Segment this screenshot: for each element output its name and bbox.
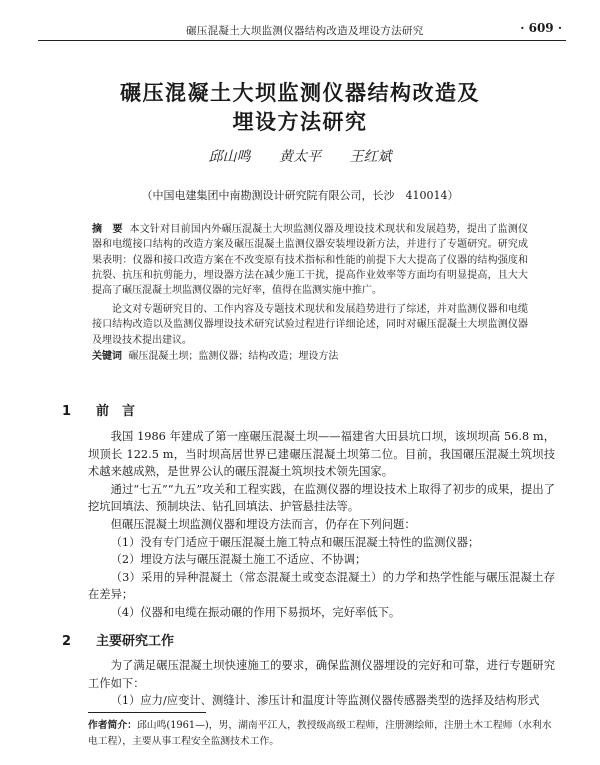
author-name: 王红斌 <box>349 149 392 165</box>
page-number: · 609 · <box>520 21 562 35</box>
body-paragraph: 为了满足碾压混凝土坝快速施工的要求，确保监测仪器埋设的完好和可靠，进行专题研究工作如下： <box>88 659 555 690</box>
footnote <box>88 718 556 750</box>
footnote-text: 邱山鸣(1961—)，男，湖南平江人，教授级高级工程师，注册测绘师，注册土木工程师（水利水电工程），主要从事工程安全监测技术工作。 <box>88 720 552 747</box>
abstract-paragraph-2: 论文对专题研究目的、工作内容及专题技术现状和发展趋势进行了综述，并对监测仪器和电缆接口结构改造以及监测仪器埋设技术研究试验过程进行详细论述，同时对碾压混凝土大坝监测仪器及埋设技术提出建议。 <box>92 304 528 346</box>
body-paragraph: 我国 1986 年建成了第一座碾压混凝土坝——福建省大田县坑口坝，该坝坝高 56.8 m，坝顶长 122.5 m，当时坝高居世界已建碾压混凝土坝第二位。目前，我国碾压混凝土筑坝技术越来越成熟，是世界公认的碾压混凝土筑坝技术领先国家。 <box>88 430 555 479</box>
author-list <box>0 146 600 166</box>
running-head-title: 碾压混凝土大坝监测仪器结构改造及埋设方法研究 <box>186 25 424 37</box>
section-heading <box>62 630 174 649</box>
section-title: 主要研究工作 <box>96 634 175 649</box>
author-name: 黄太平 <box>279 149 321 165</box>
list-item: （1）没有专门适应于碾压混凝土施工特点和碾压混凝土特性的监测仪器； <box>110 535 480 549</box>
footnote-label: 作者简介： <box>88 720 137 731</box>
section-heading <box>62 400 135 419</box>
section-2-body <box>88 657 555 710</box>
affiliation: （中国电建集团中南勘测设计研究院有限公司，长沙 410014） <box>141 189 459 202</box>
section-number: 1 <box>62 404 72 419</box>
abstract-text: 本文针对目前国内外碾压混凝土大坝监测仪器及埋设技术现状和发展趋势，提出了监测仪器和电缆接口结构的改造方案及碾压混凝土监测仪器安装埋设新方法，并进行了专题研究。研究成果表明：仪器和接口改造方案在不改变原有技术指标和性能的前提下大大提高了仪器的结构强度和抗裂、抗压和抗剪能力，埋设器方法在减少施工干扰，提高作业效率等方面均有明显提高，且大大提高了碾压混凝土坝监测仪器的完好率，值得在监测实施中推广。 <box>92 224 529 297</box>
body-paragraph: 通过“七五”“九五”攻关和工程实践，在监测仪器的埋设技术上取得了初步的成果，提出了挖坑回填法、预制块法、钻孔回填法、护管悬挂法等。 <box>88 482 555 514</box>
list-item: （2）埋设方法与碾压混凝土施工不适应、不协调； <box>110 553 367 567</box>
section-1-body <box>88 428 555 622</box>
keywords-label: 关键词 <box>92 351 122 362</box>
section-title: 前 言 <box>96 404 136 419</box>
list-item: （1）应力/应变计、测缝计、渗压计和温度计等监测仪器传感器类型的选择及结构形式 <box>110 694 540 708</box>
list-item: （3）采用的异种混凝土（常态混凝土或变态混凝土）的力学和热学性能与碾压混凝土存在差异； <box>88 570 555 602</box>
paper-title-line-2: 埋设方法研究 <box>232 110 368 134</box>
list-item: （4）仪器和电缆在振动碾的作用下易损坏，完好率低下。 <box>110 605 401 619</box>
running-head <box>38 20 566 41</box>
keywords <box>92 349 528 364</box>
abstract <box>92 222 528 298</box>
section-number: 2 <box>62 634 72 649</box>
body-paragraph: 但碾压混凝土坝监测仪器和埋设方法而言，仍存在下列问题： <box>110 517 416 531</box>
paper-title-line-1: 碾压混凝土大坝监测仪器结构改造及 <box>120 81 480 105</box>
author-name: 邱山鸣 <box>208 149 251 165</box>
keywords-text: 碾压混凝土坝；监测仪器；结构改造；埋设方法 <box>128 351 339 362</box>
abstract-label: 摘 要 <box>92 224 123 235</box>
footnote-divider <box>88 712 206 713</box>
